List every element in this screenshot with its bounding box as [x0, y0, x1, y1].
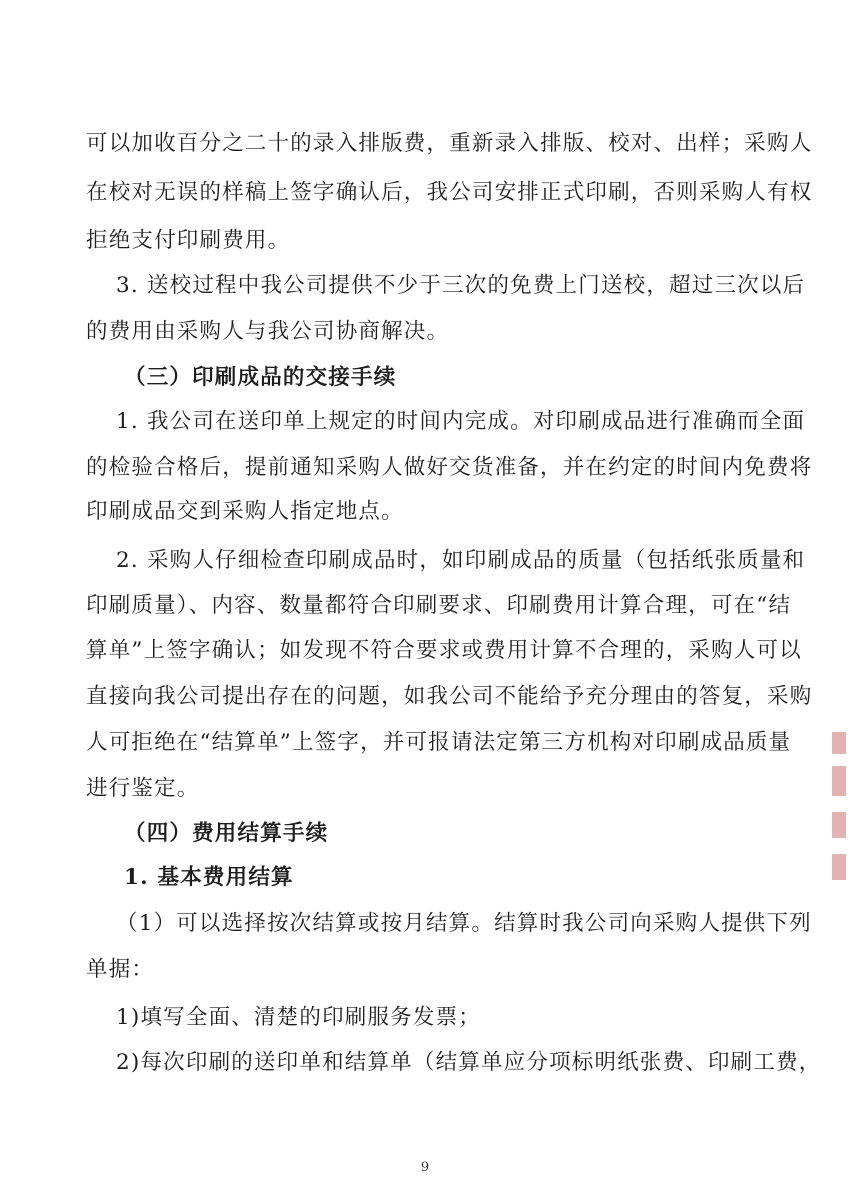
- page-number: 9: [420, 1160, 430, 1175]
- subsection-heading: 1. 基本费用结算: [124, 865, 294, 890]
- body-text-line: 1. 我公司在送印单上规定的时间内完成。对印刷成品进行准确而全面: [116, 409, 806, 434]
- body-text-line: 进行鉴定。: [86, 776, 200, 801]
- body-text-line: 单据：: [86, 957, 155, 982]
- body-text-line: 人可拒绝在“结算单”上签字，并可报请法定第三方机构对印刷成品质量: [86, 730, 792, 755]
- seal-stamp-fragment: [830, 732, 846, 882]
- body-text-line: 2. 采购人仔细检查印刷成品时，如印刷成品的质量（包括纸张质量和: [116, 548, 806, 573]
- body-text-line: （1）可以选择按次结算或按月结算。结算时我公司向采购人提供下列: [116, 911, 812, 936]
- body-text-line: 印刷成品交到采购人指定地点。: [86, 499, 404, 524]
- body-text-line: 在校对无误的样稿上签字确认后，我公司安排正式印刷，否则采购人有权: [86, 180, 813, 205]
- section-heading: （三）印刷成品的交接手续: [124, 365, 397, 390]
- body-text-line: 直接向我公司提出存在的问题，如我公司不能给予充分理由的答复，采购: [86, 684, 813, 709]
- body-text-line: 的检验合格后，提前通知采购人做好交货准备，并在约定的时间内免费将: [86, 455, 813, 480]
- body-text-line: 印刷质量）、内容、数量都符合印刷要求、印刷费用计算合理，可在“结: [86, 593, 792, 618]
- list-item: 1)填写全面、清楚的印刷服务发票；: [116, 1005, 481, 1030]
- section-heading: （四）费用结算手续: [124, 821, 329, 846]
- body-text-line: 的费用由采购人与我公司协商解决。: [86, 319, 450, 344]
- body-text-line: 可以加收百分之二十的录入排版费，重新录入排版、校对、出样；采购人: [86, 131, 813, 156]
- list-item: 2)每次印刷的送印单和结算单（结算单应分项标明纸张费、印刷工费，: [116, 1050, 822, 1075]
- body-text-line: 拒绝支付印刷费用。: [86, 228, 291, 253]
- body-text-line: 3. 送校过程中我公司提供不少于三次的免费上门送校，超过三次以后: [116, 273, 806, 298]
- body-text-line: 算单”上签字确认；如发现不符合要求或费用计算不合理的，采购人可以: [86, 638, 802, 663]
